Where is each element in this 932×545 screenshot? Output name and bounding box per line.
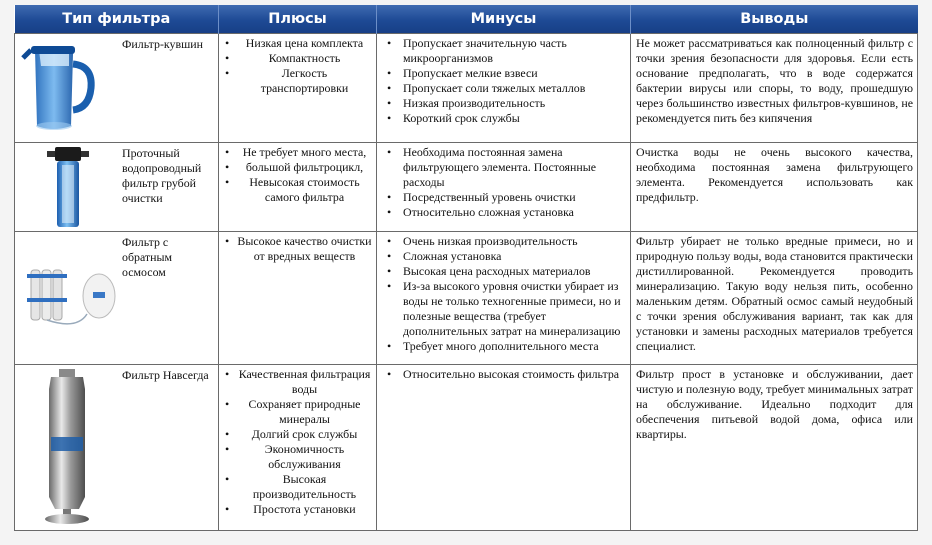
pros-item: • Высокая производительность [219,472,372,502]
pros-item: • Простота установки [219,502,372,517]
conclusion-text: Фильтр убирает не только вредные примеси, но и природную пользу воды, вода становится практически дистиллированной. Рекомендуется проводить минерализацию. Такую воду нельзя пить, особенно маленьким детям. Обратный осмос самый неудобный с точки зрения обслуживания вариант, так как для установки и замены расходных материалов требуется специалист. [636,234,913,353]
cons-item: • Пропускает мелкие взвеси [377,66,626,81]
pros-item: • Компактность [219,51,372,66]
pros-item: • Высокое качество очистки от вредных веществ [219,234,372,264]
table-header-row [15,5,918,34]
filter-comparison-table [14,5,918,531]
table-row-steel-filter [15,365,918,531]
steel-filter-icon [17,367,117,527]
conclusion-cell [631,34,918,143]
pros-item: • Низкая цена комплекта [219,36,372,51]
cons-item: • Из-за высокого уровня очистки убирает из воды не только техногенные примеси, но и полезные вещества (требует дополнительных затрат на минерализацию [377,279,626,339]
water-pitcher-icon [17,36,117,136]
header-pros: Плюсы [219,5,377,34]
pros-item: • большой фильтроцикл, [219,160,372,175]
table-row-reverse-osmosis [15,232,918,365]
filter-type-name: Фильтр с обратным осмосом [122,235,172,279]
pros-item: • Качественная фильтрация воды [219,367,372,397]
filter-type-cell [15,365,219,531]
pros-cell [219,365,377,531]
cons-cell [377,232,631,365]
pros-item: • Долгий срок службы [219,427,372,442]
conclusion-text: Очистка воды не очень высокого качества, необходима постоянная замена фильтрующего элемента. Рекомендуется использовать как предфильтр. [636,145,913,204]
filter-type-name: Проточный водопроводный фильтр грубой очистки [122,146,202,205]
flow-filter-icon [17,145,117,231]
filter-type-cell [15,232,219,365]
reverse-osmosis-icon [17,234,117,362]
conclusion-text: Фильтр прост в установке и обслуживании, дает чистую и полезную воду, требует минимальных затрат на обслуживание. Идеально подходит для обеспечения питьевой водой дома, офиса или квартиры. [636,367,913,441]
pros-cell [219,143,377,232]
conclusion-cell [631,232,918,365]
filter-type-name: Фильтр-кувшин [122,37,203,51]
cons-item: • Необходима постоянная замена фильтрующего элемента. Постоянные расходы [377,145,626,190]
pros-item: • Сохраняет природные минералы [219,397,372,427]
header-conclusions: Выводы [631,5,918,34]
header-cons: Минусы [377,5,631,34]
pros-item: • Невысокая стоимость самого фильтра [219,175,372,205]
cons-cell [377,34,631,143]
filter-type-cell [15,143,219,232]
pros-item: • Не требует много места, [219,145,372,160]
conclusion-cell [631,365,918,531]
cons-item: • Требует много дополнительного места [377,339,626,354]
cons-item: • Сложная установка [377,249,626,264]
cons-item: • Короткий срок службы [377,111,626,126]
cons-item: • Пропускает соли тяжелых металлов [377,81,626,96]
filter-comparison-table-container [14,5,917,531]
cons-cell [377,365,631,531]
filter-type-cell [15,34,219,143]
pros-item: • Легкость транспортировки [219,66,372,96]
conclusion-cell [631,143,918,232]
cons-item: • Относительно сложная установка [377,205,626,220]
cons-item: • Очень низкая производительность [377,234,626,249]
filter-type-name: Фильтр Навсегда [122,368,209,382]
pros-cell [219,34,377,143]
cons-item: • Низкая производительность [377,96,626,111]
pros-cell [219,232,377,365]
cons-cell [377,143,631,232]
table-row-flow-filter [15,143,918,232]
pros-item: • Экономичность обслуживания [219,442,372,472]
table-row-pitcher [15,34,918,143]
cons-item: • Высокая цена расходных материалов [377,264,626,279]
cons-item: • Пропускает значительную часть микроорганизмов [377,36,626,66]
conclusion-text: Не может рассматриваться как полноценный фильтр с точки зрения безопасности для здоровья. Если есть основание предполагать, что в воде содержатся бактерии вирусы или споры, то воду, прошедшую через большинство известных фильтров-кувшинов, не рекомендуется пить без кипячения [636,36,913,125]
header-filter-type: Тип фильтра [15,5,219,34]
cons-item: • Посредственный уровень очистки [377,190,626,205]
cons-item: • Относительно высокая стоимость фильтра [377,367,626,382]
